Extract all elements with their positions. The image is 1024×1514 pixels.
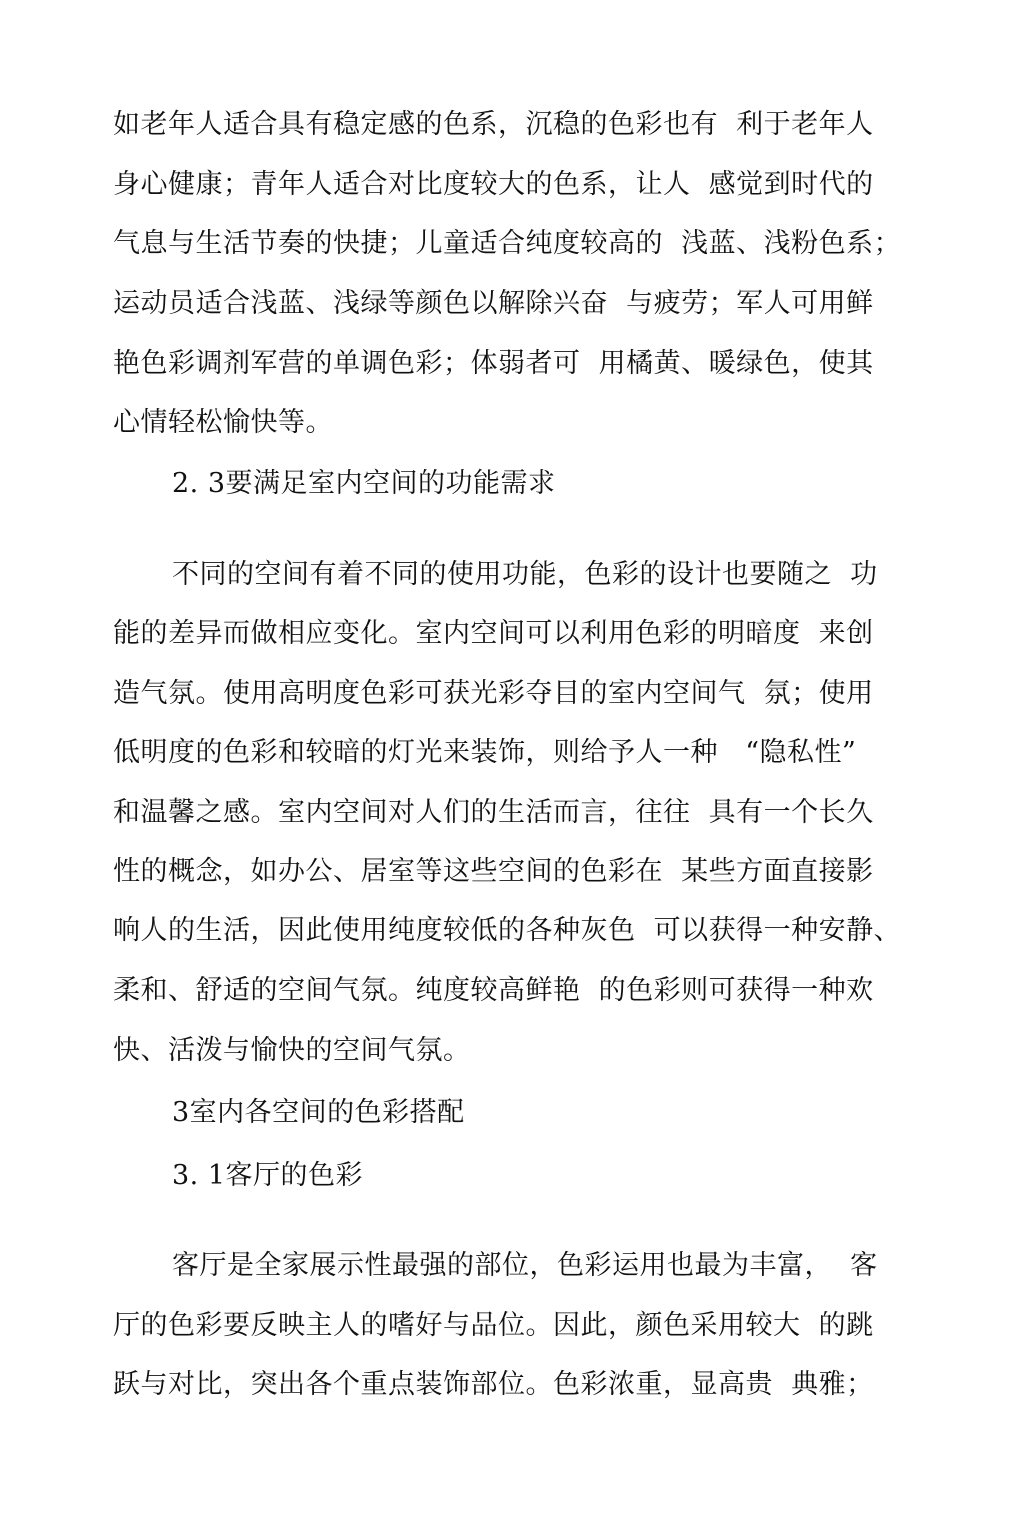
paragraph-1-line-3: 气息与生活节奏的快捷；儿童适合纯度较高的 浅蓝、浅粉色系； bbox=[113, 228, 902, 259]
paragraph-2-line-8: 柔和、舒适的空间气氛。纯度较高鲜艳 的色彩则可获得一种欢 bbox=[113, 975, 874, 1006]
paragraph-3-line-1: 客厅是全家展示性最强的部位，色彩运用也最为丰富， 客 bbox=[172, 1250, 878, 1281]
paragraph-1-line-6: 心情轻松愉快等。 bbox=[113, 407, 333, 438]
paragraph-2-line-3: 造气氛。使用高明度色彩可获光彩夺目的室内空间气 氛；使用 bbox=[113, 678, 874, 709]
paragraph-1-line-1: 如老年人适合具有稳定感的色系，沉稳的色彩也有 利于老年人 bbox=[113, 109, 874, 140]
paragraph-2-line-2: 能的差异而做相应变化。室内空间可以利用色彩的明暗度 来创 bbox=[113, 618, 874, 649]
paragraph-2-line-9: 快、活泼与愉快的空间气氛。 bbox=[113, 1035, 471, 1066]
paragraph-1-line-4: 运动员适合浅蓝、浅绿等颜色以解除兴奋 与疲劳；军人可用鲜 bbox=[113, 288, 874, 319]
section-heading-2-3: 2. 3要满足室内空间的功能需求 bbox=[172, 468, 556, 499]
section-heading-3: 3室内各空间的色彩搭配 bbox=[172, 1097, 465, 1128]
paragraph-1-line-2: 身心健康；青年人适合对比度较大的色系，让人 感觉到时代的 bbox=[113, 169, 874, 200]
paragraph-2-line-6: 性的概念，如办公、居室等这些空间的色彩在 某些方面直接影 bbox=[113, 856, 874, 887]
paragraph-2-line-5: 和温馨之感。室内空间对人们的生活而言，往往 具有一个长久 bbox=[113, 797, 874, 828]
paragraph-2-line-7: 响人的生活，因此使用纯度较低的各种灰色 可以获得一种安静、 bbox=[113, 915, 902, 946]
paragraph-2-line-1: 不同的空间有着不同的使用功能，色彩的设计也要随之 功 bbox=[172, 559, 878, 590]
paragraph-2-line-4: 低明度的色彩和较暗的灯光来装饰，则给予人一种 “隐私性” bbox=[113, 737, 857, 768]
paragraph-1-line-5: 艳色彩调剂军营的单调色彩；体弱者可 用橘黄、暖绿色，使其 bbox=[113, 348, 874, 379]
paragraph-3-line-3: 跃与对比，突出各个重点装饰部位。色彩浓重，显高贵 典雅； bbox=[113, 1369, 874, 1400]
section-heading-3-1: 3. 1客厅的色彩 bbox=[172, 1160, 364, 1191]
paragraph-3-line-2: 厅的色彩要反映主人的嗜好与品位。因此，颜色采用较大 的跳 bbox=[113, 1310, 874, 1341]
